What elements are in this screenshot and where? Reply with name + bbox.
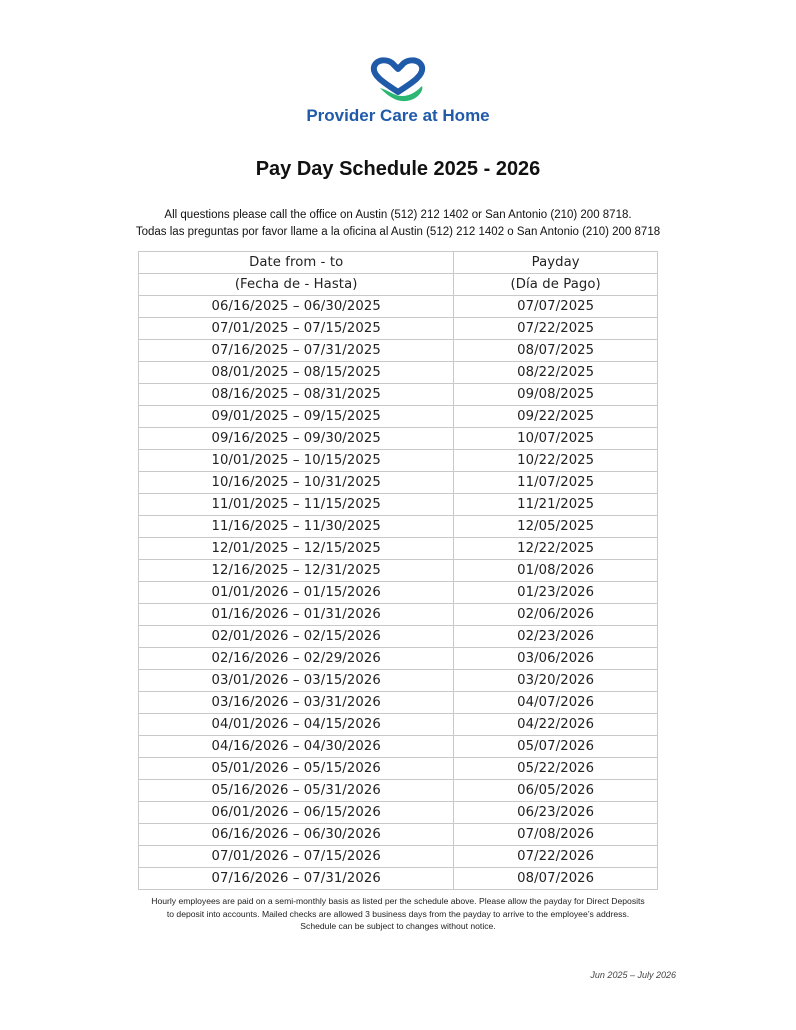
table-row xyxy=(139,626,658,648)
payday-date: 08/22/2025 xyxy=(454,362,658,384)
payday-date: 03/06/2026 xyxy=(454,648,658,670)
pay-period-range: 07/01/2025 – 07/15/2025 xyxy=(139,318,454,340)
footnote-line: to deposit into accounts. Mailed checks are allowed 3 business days from the payday to arrive to the employee’s address. xyxy=(166,908,630,919)
table-row xyxy=(139,296,658,318)
pay-period-range: 07/01/2026 – 07/15/2026 xyxy=(139,846,454,868)
table-row xyxy=(139,340,658,362)
heart-hand-icon xyxy=(366,56,430,102)
table-row xyxy=(139,384,658,406)
pay-period-range: 08/01/2025 – 08/15/2025 xyxy=(139,362,454,384)
pay-period-range: 05/01/2026 – 05/15/2026 xyxy=(139,758,454,780)
header-date-range: Date from - to xyxy=(139,252,454,274)
header-date-range-spanish: (Fecha de - Hasta) xyxy=(139,274,454,296)
footer-date-range: Jun 2025 – July 2026 xyxy=(590,970,676,980)
table-row xyxy=(139,538,658,560)
payday-date: 03/20/2026 xyxy=(454,670,658,692)
logo xyxy=(0,56,796,126)
pay-period-range: 09/16/2025 – 09/30/2025 xyxy=(139,428,454,450)
table-row xyxy=(139,472,658,494)
payday-date: 05/22/2026 xyxy=(454,758,658,780)
pay-period-range: 11/01/2025 – 11/15/2025 xyxy=(139,494,454,516)
payday-date: 04/22/2026 xyxy=(454,714,658,736)
table-row xyxy=(139,714,658,736)
payday-date: 12/05/2025 xyxy=(454,516,658,538)
table-row xyxy=(139,406,658,428)
pay-period-range: 03/16/2026 – 03/31/2026 xyxy=(139,692,454,714)
table-row xyxy=(139,868,658,890)
table-row xyxy=(139,670,658,692)
footnote xyxy=(0,895,796,933)
pay-period-range: 01/01/2026 – 01/15/2026 xyxy=(139,582,454,604)
brand-name: Provider Care at Home xyxy=(306,106,490,125)
payday-date: 11/07/2025 xyxy=(454,472,658,494)
pay-period-range: 03/01/2026 – 03/15/2026 xyxy=(139,670,454,692)
table-row xyxy=(139,362,658,384)
payday-date: 07/22/2026 xyxy=(454,846,658,868)
payday-date: 09/22/2025 xyxy=(454,406,658,428)
payday-date: 06/23/2026 xyxy=(454,802,658,824)
table-row xyxy=(139,582,658,604)
pay-period-range: 10/01/2025 – 10/15/2025 xyxy=(139,450,454,472)
table-row xyxy=(139,494,658,516)
pay-period-range: 11/16/2025 – 11/30/2025 xyxy=(139,516,454,538)
table-header-row xyxy=(139,252,658,274)
header-payday: Payday xyxy=(454,252,658,274)
contact-line-english: All questions please call the office on Austin (512) 212 1402 or San Antonio (210) 200 8718. xyxy=(164,209,632,221)
page-title: Pay Day Schedule 2025 - 2026 xyxy=(255,158,541,180)
payday-date: 01/08/2026 xyxy=(454,560,658,582)
pay-period-range: 12/01/2025 – 12/15/2025 xyxy=(139,538,454,560)
pay-period-range: 02/01/2026 – 02/15/2026 xyxy=(139,626,454,648)
table-row xyxy=(139,758,658,780)
pay-period-range: 08/16/2025 – 08/31/2025 xyxy=(139,384,454,406)
pay-period-range: 06/16/2026 – 06/30/2026 xyxy=(139,824,454,846)
pay-period-range: 06/16/2025 – 06/30/2025 xyxy=(139,296,454,318)
table-row xyxy=(139,560,658,582)
table-row xyxy=(139,428,658,450)
payday-date: 06/05/2026 xyxy=(454,780,658,802)
pay-period-range: 04/16/2026 – 04/30/2026 xyxy=(139,736,454,758)
table-row xyxy=(139,692,658,714)
pay-period-range: 06/01/2026 – 06/15/2026 xyxy=(139,802,454,824)
contact-info xyxy=(0,207,796,241)
pay-period-range: 01/16/2026 – 01/31/2026 xyxy=(139,604,454,626)
pay-period-range: 12/16/2025 – 12/31/2025 xyxy=(139,560,454,582)
payday-date: 10/22/2025 xyxy=(454,450,658,472)
table-row xyxy=(139,516,658,538)
payday-date: 09/08/2025 xyxy=(454,384,658,406)
pay-period-range: 02/16/2026 – 02/29/2026 xyxy=(139,648,454,670)
payday-date: 04/07/2026 xyxy=(454,692,658,714)
payday-date: 10/07/2025 xyxy=(454,428,658,450)
contact-line-spanish: Todas las preguntas por favor llame a la oficina al Austin (512) 212 1402 o San Antonio (210) 200 8718 xyxy=(135,226,661,238)
pay-period-range: 07/16/2025 – 07/31/2025 xyxy=(139,340,454,362)
table-row xyxy=(139,450,658,472)
footnote-line: Hourly employees are paid on a semi-monthly basis as listed per the schedule above. Please allow the payday for Direct Deposits xyxy=(151,896,645,906)
payday-date: 08/07/2026 xyxy=(454,868,658,890)
payday-date: 01/23/2026 xyxy=(454,582,658,604)
table-row xyxy=(139,780,658,802)
table-row xyxy=(139,318,658,340)
pay-period-range: 10/16/2025 – 10/31/2025 xyxy=(139,472,454,494)
payday-date: 07/07/2025 xyxy=(454,296,658,318)
payday-date: 11/21/2025 xyxy=(454,494,658,516)
table-body xyxy=(139,296,658,890)
payday-schedule-table xyxy=(138,251,658,890)
table-row xyxy=(139,736,658,758)
payday-date: 08/07/2025 xyxy=(454,340,658,362)
payday-date: 02/06/2026 xyxy=(454,604,658,626)
pay-period-range: 07/16/2026 – 07/31/2026 xyxy=(139,868,454,890)
pay-period-range: 05/16/2026 – 05/31/2026 xyxy=(139,780,454,802)
table-row xyxy=(139,824,658,846)
table-header-row-spanish xyxy=(139,274,658,296)
payday-date: 07/08/2026 xyxy=(454,824,658,846)
pay-period-range: 04/01/2026 – 04/15/2026 xyxy=(139,714,454,736)
payday-date: 07/22/2025 xyxy=(454,318,658,340)
footnote-line: Schedule can be subject to changes without notice. xyxy=(300,921,496,931)
pay-period-range: 09/01/2025 – 09/15/2025 xyxy=(139,406,454,428)
payday-date: 12/22/2025 xyxy=(454,538,658,560)
table-row xyxy=(139,648,658,670)
payday-date: 05/07/2026 xyxy=(454,736,658,758)
table-row xyxy=(139,604,658,626)
payday-date: 02/23/2026 xyxy=(454,626,658,648)
table-row xyxy=(139,802,658,824)
header-payday-spanish: (Día de Pago) xyxy=(454,274,658,296)
table-row xyxy=(139,846,658,868)
